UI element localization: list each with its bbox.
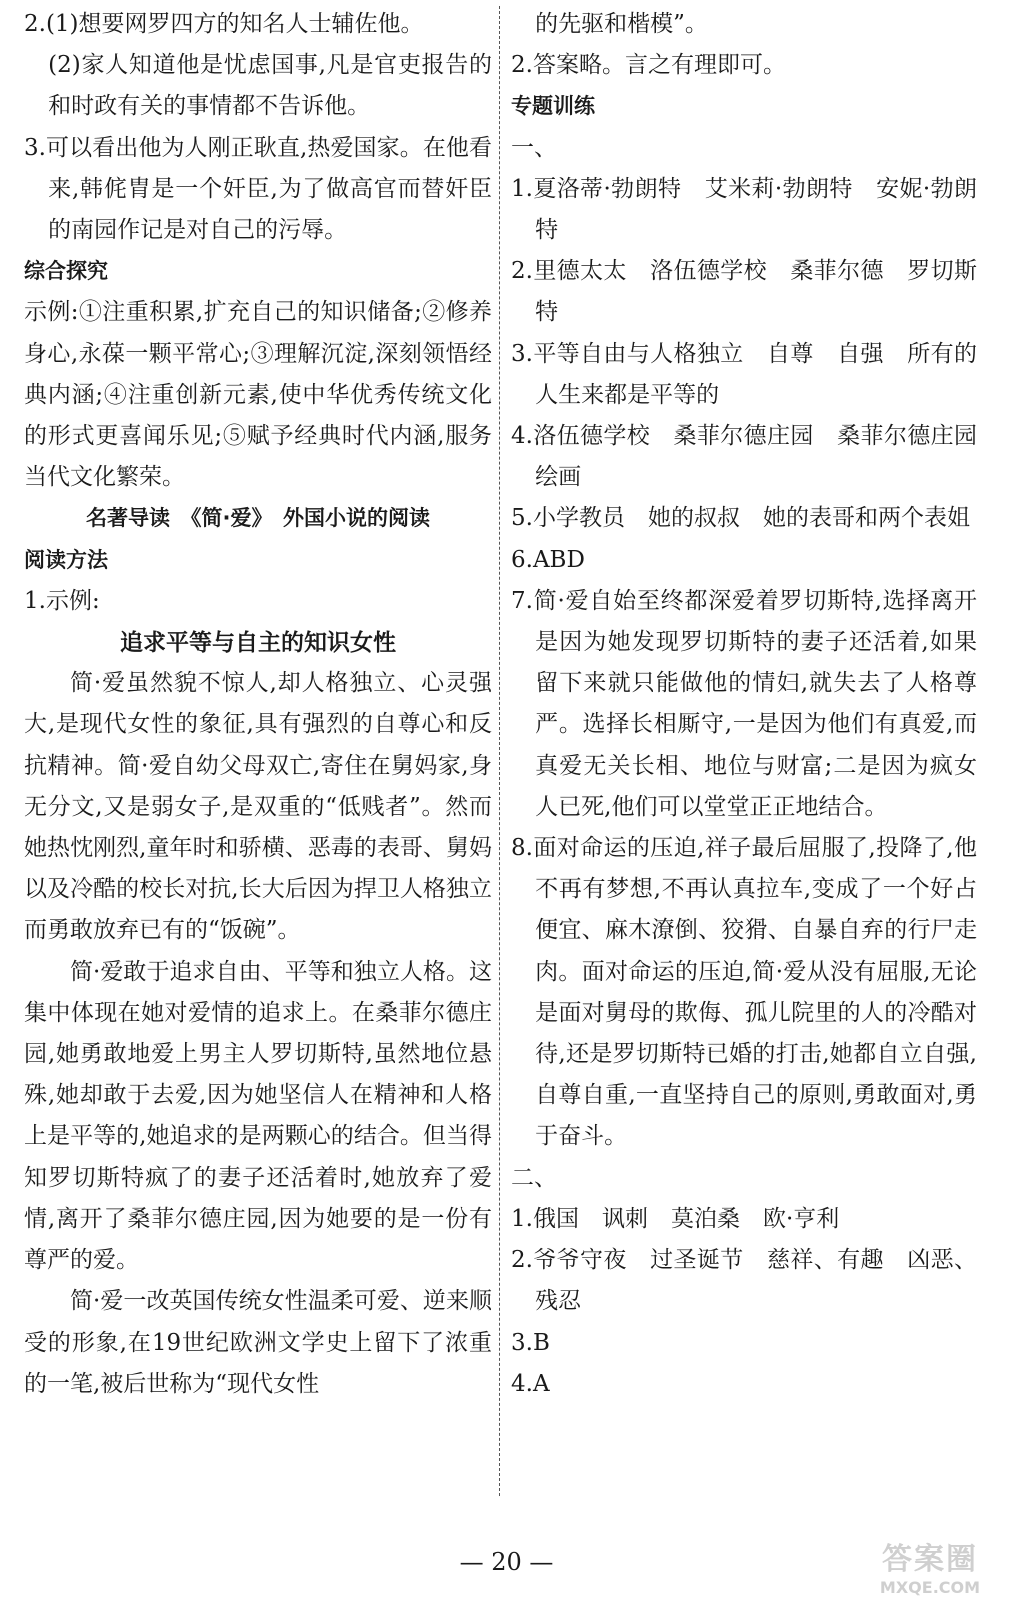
section-heading: 阅读方法 — [24, 547, 108, 572]
text-paragraph: 5.小学教员 她的叔叔 她的表哥和两个表姐 — [511, 505, 970, 532]
text-paragraph: (2)家人知道他是忧虑国事,凡是官吏报告的和时政有关的事情都不告诉他。 — [48, 52, 492, 120]
text-paragraph: 简·爱敢于追求自由、平等和独立人格。这集中体现在她对爱情的追求上。在桑菲尔德庄园,她勇敢地爱上男主人罗切斯特,虽然地位悬殊,她却敢于去爱,因为她坚信人在精神和人格上是平等的,她追求的是两颗心的结合。但当得知罗切斯特疯了的妻子还活着时,她放弃了爱情,离开了桑菲尔德庄园,因为她要的是一份有尊严的爱。 — [24, 958, 492, 1274]
text-paragraph: 2.里德太太 洛伍德学校 桑菲尔德 罗切斯特 — [511, 258, 977, 326]
text-paragraph: 二、 — [511, 1164, 557, 1191]
text-paragraph: 一、 — [511, 134, 557, 161]
text-paragraph: 3.平等自由与人格独立 自尊 自强 所有的人生来都是平等的 — [511, 340, 977, 408]
watermark-title: 答案圈 — [882, 1542, 978, 1577]
text-paragraph: 2.答案略。言之有理即可。 — [511, 52, 786, 79]
text-paragraph: 2.爷爷守夜 过圣诞节 慈祥、有趣 凶恶、残忍 — [511, 1247, 977, 1315]
text-paragraph: 1.示例: — [24, 587, 100, 614]
text-paragraph: 2.(1)想要网罗四方的知名人士辅佐他。 — [24, 11, 424, 37]
text-paragraph: 6.ABD — [511, 546, 585, 573]
text-paragraph: 的先驱和楷模”。 — [535, 11, 708, 37]
text-paragraph: 3.B — [511, 1329, 550, 1356]
text-paragraph: 7.简·爱自始至终都深爱着罗切斯特,选择离开是因为她发现罗切斯特的妻子还活着,如果留下来就只能做他的情妇,就失去了人格尊严。选择长相厮守,一是因为他们有真爱,而真爱无关长相、地位与财富;二是因为疯女人已死,他们可以堂堂正正地结合。 — [511, 587, 977, 820]
section-heading: 名著导读 《简·爱》 外国小说的阅读 — [86, 506, 430, 531]
text-paragraph: 简·爱一改英国传统女性温柔可爱、逆来顺受的形象,在19世纪欧洲文学史上留下了浓重的一笔,被后世称为“现代女性 — [24, 1288, 492, 1397]
section-heading: 综合探究 — [24, 259, 108, 284]
text-paragraph: 1.夏洛蒂·勃朗特 艾米莉·勃朗特 安妮·勃朗特 — [511, 175, 977, 244]
section-heading: 专题训练 — [511, 94, 595, 119]
watermark-url: MXQE.COM — [879, 1578, 981, 1597]
column-divider — [499, 6, 500, 1496]
watermark-logo — [855, 1534, 1005, 1597]
page-number: — 20 — — [459, 1548, 554, 1576]
text-paragraph: 4.洛伍德学校 桑菲尔德庄园 桑菲尔德庄园 绘画 — [511, 423, 1000, 491]
text-paragraph: 简·爱虽然貌不惊人,却人格独立、心灵强大,是现代女性的象征,具有强烈的自尊心和反抗精神。简·爱自幼父母双亡,寄住在舅妈家,身无分文,又是弱女子,是双重的“低贱者”。然而她热忱刚烈,童年时和骄横、恶毒的表哥、舅妈以及冷酷的校长对抗,长大后因为捍卫人格独立而勇敢放弃已有的“饭碗”。 — [24, 670, 492, 944]
right-column — [511, 4, 1000, 1405]
text-paragraph: 3.可以看出他为人刚正耿直,热爱国家。在他看来,韩侂胄是一个奸臣,为了做高官而替奸臣的南园作记是对自己的污辱。 — [24, 134, 492, 244]
text-paragraph: 追求平等与自主的知识女性 — [120, 629, 396, 657]
text-paragraph: 4.A — [511, 1370, 550, 1397]
text-paragraph: 示例:①注重积累,扩充自己的知识储备;②修养身心,永葆一颗平常心;③理解沉淀,深刻领悟经典内涵;④注重创新元素,使中华优秀传统文化的形式更喜闻乐见;⑤赋予经典时代内涵,服务当代文化繁荣。 — [24, 299, 492, 491]
text-paragraph: 1.俄国 讽刺 莫泊桑 欧·亨利 — [511, 1205, 840, 1232]
left-column — [24, 4, 492, 1405]
text-paragraph: 8.面对命运的压迫,祥子最后屈服了,投降了,他不再有梦想,不再认真拉车,变成了一个好占便宜、麻木潦倒、狡猾、自暴自弃的行尸走肉。面对命运的压迫,简·爱从没有屈服,无论是面对舅母的欺侮、孤儿院里的人的冷酷对待,还是罗切斯特已婚的打击,她都自立自强,自尊自重,一直坚持自己的原则,勇敢面对,勇于奋斗。 — [511, 835, 977, 1150]
